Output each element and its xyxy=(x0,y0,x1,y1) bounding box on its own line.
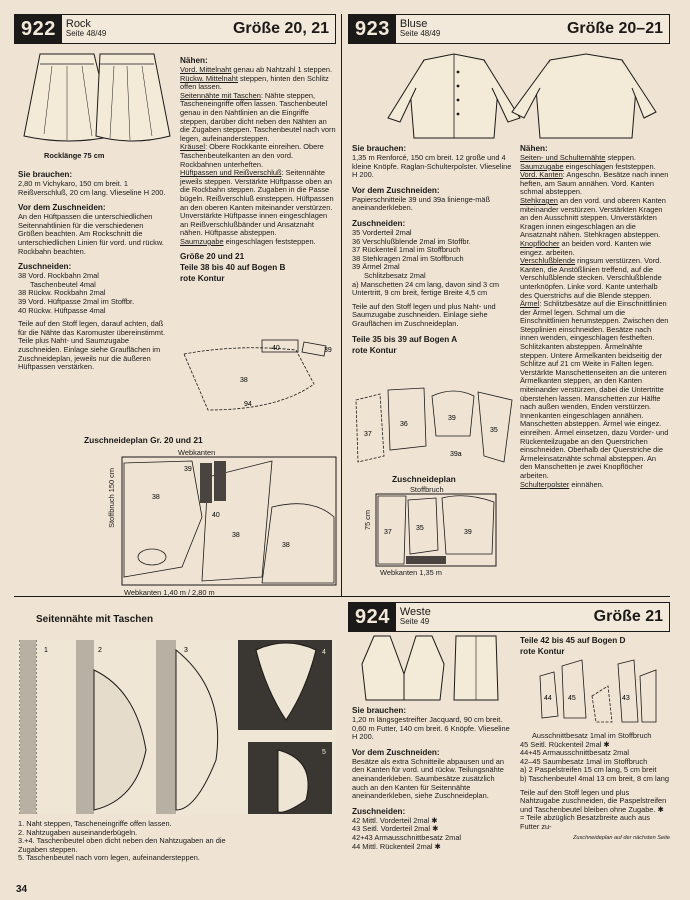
s923-left-text xyxy=(352,142,512,356)
cut-item: 38 Stehkragen 2mal im Stoffbruch xyxy=(352,253,464,263)
heading-before-cutting: Vor dem Zuschneiden: xyxy=(352,747,440,757)
svg-text:36: 36 xyxy=(400,421,408,428)
sew-step-text: genau ab Nahtzahl 1 steppen. xyxy=(231,65,333,74)
svg-text:43: 43 xyxy=(622,695,630,702)
sheet-heading: rote Kontur xyxy=(352,345,397,355)
sew-step: Ärmel: Schlitzbesätze auf die Einschnittlinien der Ärmel legen. Schmal um die Einschnittlinien herumsteppen. Zwischen den Stepplinien einschneiden. Besätze nach innen wenden, eingeschlagen festheften. Schlitzkanten absteppen. Ärmelnähte steppen. Untere Ärmelkanten beidseitig der Schlitze auf 21 cm Weite in Falten legen. Verstärkte Manschettenseiten an die unteren Ärmelkanten steppen, an den Kanten miteinander verstürzen, dabei die Untertritte überstehen lassen. Manschetten zur Hälfte nach außen wenden, Enden verstürzen. Innenkanten eingeschlagen annähen. Manschetten absteppen. Ärmel wie eingez. einreihen. Ärmel einsetzen, dazu Vorder- und Rückenteilzugabe an den Querstrichen einschneiden. Oberhalb der Querstriche die Ärmeleinsatznähte schmal absteppen. An den Manschetten je zwei Knopflöcher arbeiten. xyxy=(520,299,669,480)
model-number: 922 xyxy=(15,15,62,43)
model-number: 923 xyxy=(349,15,396,43)
skirt-illustration xyxy=(22,46,172,150)
heading-need: Sie brauchen: xyxy=(352,144,407,153)
cut-item: Taschenbeutel 4mal xyxy=(30,279,96,289)
svg-text:40: 40 xyxy=(212,512,220,519)
svg-text:38: 38 xyxy=(152,494,160,501)
heading-cutting: Zuschneiden: xyxy=(352,806,406,816)
cut-item: a) 2 Paspelstreifen 15 cm lang, 5 cm breit xyxy=(520,765,657,775)
model-name: Bluse xyxy=(399,18,428,30)
svg-text:35: 35 xyxy=(490,427,498,434)
s923-pattern-pieces xyxy=(354,386,514,468)
heading-cutting: Zuschneiden: xyxy=(18,262,72,272)
s923-cutting-plan xyxy=(376,494,496,568)
sew-step-text: : Nähte steppen, Tascheneingriffe offen lassen. Taschenbeutel genau in den Nahtlinien an die Eingriffe steppen, darüber dicht neben den Nähten an die Zugaben steppen. Taschenbeutel nach vorn legen, aufeinandersteppen. xyxy=(180,90,336,143)
fig-number: 5 xyxy=(322,749,326,756)
cutting-plan-title: Zuschneideplan Gr. 20 und 21 xyxy=(84,435,203,445)
cut-item: 44 Mittl. Rückenteil 2mal ✱ xyxy=(352,841,441,851)
cut-item: Ausschnittbesatz 1mal im Stoffbruch xyxy=(532,731,652,740)
sheet-heading: Teile 38 bis 40 auf Bogen B xyxy=(180,263,286,273)
model-size: Größe 21 xyxy=(593,608,663,625)
svg-text:39a: 39a xyxy=(450,451,462,458)
model-page: Seite 48/49 xyxy=(65,29,107,38)
sew-step-text: : Seitennähte jeweils steppen. Verstärkte Hüftpasse oben an die Rockbahn steppen. Zugaben in die Passe bügeln. Reißverschluß einsteppen. Hüftpassen an den oberen Kanten miteinander verstürzen. Unverstärkte Hüftpasse innen eingeschlagen an Reißverschlußbänder und Ansatznaht nähen. Hüftpasse absteppen. xyxy=(180,168,334,238)
sew-step-label: Kräusel xyxy=(180,142,206,152)
s924-left-text xyxy=(352,704,512,851)
sew-step-text: eingeschlagen feststeppen. xyxy=(223,236,316,246)
sheet-heading: Teile 42 bis 45 auf Bogen D xyxy=(520,636,626,645)
sew-step xyxy=(180,169,336,238)
s924-right-text xyxy=(520,634,670,657)
sew-step-text: : Obere Rockkante einreihen. Obere Taschenbeutelkanten an den vord. Rockbahnen unterheften. xyxy=(180,142,324,169)
svg-text:38: 38 xyxy=(282,542,290,549)
cut-item: a) Manschetten 24 cm lang, davon sind 3 cm Untertritt, 9 cm breit, fertige Breite 4,5 cm xyxy=(352,279,500,298)
header-924 xyxy=(348,602,670,632)
row-divider xyxy=(14,596,670,597)
cut-item: 43 Seitl. Vorderteil 2mal ✱ xyxy=(352,824,439,834)
svg-text:39: 39 xyxy=(184,466,192,473)
s924-cut-continued xyxy=(520,732,670,842)
after-cutting-text: Teile auf den Stoff legen und plus Naht- und Saumzugabe zuschneiden. Einlage siehe Grauflächen im Zuschneideplan. xyxy=(352,301,496,328)
pockets-title: Seitennähte mit Taschen xyxy=(36,614,154,625)
sew-step: Vord. Kanten: Angeschn. Besätze nach innen heften, am Saum annähen. Vord. Kanten schmal absteppen. xyxy=(520,170,669,197)
before-cutting-text: Papierschnitteile 39 und 39a linienge-mäß aneinanderkleben. xyxy=(352,194,491,213)
sew-step-label: Hüftpassen und Reißverschluß xyxy=(180,168,282,178)
before-cutting-text: Besätze als extra Schnitteile abpausen und an den Kanten für vord. und rückw. Teilungsnähte aneinanderkleben. Saumbesätze zusätzlich auch an den Kanten für Seitennähte aneinanderkleben, siehe Zuschneideplan. xyxy=(352,756,505,801)
cut-item: Schlitzbesatz 2mal xyxy=(364,270,426,280)
cutting-plan-title: Zuschneideplan xyxy=(392,474,456,484)
pocket-step: 5. Taschenbeutel nach vorn legen, aufeinandersteppen. xyxy=(18,853,200,863)
header-923 xyxy=(348,14,670,44)
model-page: Seite 48/49 xyxy=(399,29,441,38)
pocket-step: 1. Naht steppen, Tascheneingriffe offen lassen. xyxy=(18,819,172,828)
s922-sewing-text xyxy=(180,54,336,284)
heading-need: Sie brauchen: xyxy=(18,170,73,179)
cut-item: 38 Vord. Rockbahn 2mal xyxy=(18,271,99,281)
materials-text: 2,80 m Vichykaro, 150 cm breit. 1 Reißverschluß, 20 cm lang. Vlieseline H 200. xyxy=(18,179,166,197)
plan-edge-side: Stoffbruch 150 cm xyxy=(107,468,116,528)
cut-item: 38 Rückw. Rockbahn 2mal xyxy=(18,288,106,298)
s922-left-text xyxy=(18,168,168,372)
sew-step: Schulterpolster einnähen. xyxy=(520,479,604,489)
footnote: Zuschneideplan auf der nächsten Seite xyxy=(572,834,670,841)
sheet-heading: rote Kontur xyxy=(180,274,225,284)
plan-edge-bottom: Webkanten 1,35 m xyxy=(380,568,442,577)
heading-sewing: Nähen: xyxy=(180,56,208,65)
piece-label: 38 xyxy=(240,377,248,384)
plan-edge-top: Stoffbruch xyxy=(410,485,444,494)
plan-edge-bottom: Webkanten 1,40 m / 2,80 m xyxy=(124,588,215,597)
sew-step xyxy=(180,92,336,144)
sew-step-label: Seitennähte mit Taschen xyxy=(180,90,261,100)
heading-before-cutting: Vor dem Zuschneiden: xyxy=(352,185,440,195)
blouse-illustration xyxy=(380,48,656,140)
cut-item: 42+43 Armausschnittbesatz 2mal xyxy=(352,832,462,842)
svg-text:35: 35 xyxy=(416,525,424,532)
sew-step xyxy=(180,238,336,247)
svg-text:38: 38 xyxy=(232,532,240,539)
model-page: Seite 49 xyxy=(399,617,430,626)
before-cutting-text: An den Hüftpassen die unterschiedlichen Seitennahtlinien für die verschiedenen Größen beachten. Am Rockschnitt die unterschiedlichen Linien für vord. und rückw. Rockbahn beachten. xyxy=(18,212,164,256)
s924-pattern-pieces xyxy=(538,656,658,726)
model-number: 924 xyxy=(349,603,396,631)
plan-edge-side: 75 cm xyxy=(363,510,372,531)
piece-label: 40 xyxy=(272,345,280,352)
model-name: Rock xyxy=(65,18,91,30)
sheet-heading: rote Kontur xyxy=(520,647,565,656)
cut-item: 37 Rückenteil 1mal im Stoffbruch xyxy=(352,245,461,255)
model-name: Weste xyxy=(399,606,431,618)
fig-number: 3 xyxy=(184,647,188,654)
column-divider xyxy=(341,14,342,596)
svg-text:37: 37 xyxy=(364,431,372,438)
pockets-steps xyxy=(18,820,228,863)
after-cutting-text: Teile auf den Stoff legen, darauf achten, daß für die Nähte das Karomuster übereinstimmt. Teile plus Naht- und Saumzugabe zuschneiden. Einlage siehe Grauflächen im Zuschneideplan, jeweils nur die äußeren Hüftpassen verstärken. xyxy=(18,319,166,372)
pocket-step: 3.+4. Taschenbeutel oben dicht neben den Nahtzugaben an die Zugaben steppen. xyxy=(18,836,226,854)
cut-item: 45 Seitl. Rückenteil 2mal ✱ xyxy=(520,739,610,749)
page-number: 34 xyxy=(16,884,28,895)
s922-cutting-plan xyxy=(122,457,336,587)
cut-item: 42–45 Saumbesatz 1mal im Stoffbruch xyxy=(520,756,648,766)
svg-text:45: 45 xyxy=(568,695,576,702)
heading-before-cutting: Vor dem Zuschneiden: xyxy=(18,203,106,213)
cut-item: 44+45 Armausschnittbesatz 2mal xyxy=(520,748,630,758)
pockets-diagram xyxy=(16,630,336,814)
heading-need: Sie brauchen: xyxy=(352,706,407,715)
piece-label: 39 xyxy=(324,347,332,354)
svg-text:37: 37 xyxy=(384,529,392,536)
heading-sewing: Nähen: xyxy=(520,144,548,153)
model-size: Größe 20, 21 xyxy=(232,20,329,37)
cut-item: 40 Rückw. Hüftpasse 4mal xyxy=(18,305,106,315)
piece-label: 94 xyxy=(244,401,252,408)
fig-number: 1 xyxy=(44,647,48,654)
s923-sewing-text xyxy=(520,142,670,489)
cut-item: 42 Mittl. Vorderteil 2mal ✱ xyxy=(352,815,438,825)
sew-step-text: steppen, hinten den Schlitz offen lassen. xyxy=(180,73,329,92)
pocket-step: 2. Nahtzugaben auseinanderbügeln. xyxy=(18,827,138,837)
svg-text:44: 44 xyxy=(544,695,552,702)
sew-step: Stehkragen an den vord. und oberen Kanten miteinander verstürzen. Verstärkten Kragen an den Ausschnitt steppen. Unverstärkten Kragen innen eingeschlagen an die Ansatznaht nähen. Stehkragen absteppen. Knopflöcher an beiden vord. Kanten wie eingez. arbeiten. xyxy=(520,195,666,257)
skirt-length-caption: Rocklänge 75 cm xyxy=(44,151,105,160)
vest-illustration xyxy=(360,634,500,704)
materials-text: 1,20 m längsgestreifter Jacquard, 90 cm breit. 0,60 m Futter, 140 cm breit. 6 Knöpfe. Vlieseline H 200. xyxy=(352,715,510,742)
s922-pattern-pieces xyxy=(178,340,338,420)
materials-text: 1,35 m Renforcé, 150 cm breit. 12 große und 4 kleine Knöpfe. Raglan-Schulterpolster. Vlieseline H 200. xyxy=(352,153,512,180)
sew-step: Seiten- und Schulternähte steppen. Saumzugabe eingeschlagen feststeppen. xyxy=(520,153,656,171)
sew-step xyxy=(180,143,336,169)
cut-item: 39 Ärmel 2mal xyxy=(352,262,400,272)
model-size: Größe 20–21 xyxy=(566,20,663,37)
sew-step xyxy=(180,75,336,92)
svg-text:39: 39 xyxy=(464,529,472,536)
sew-step-label: Rückw. Mittelnaht xyxy=(180,73,238,83)
sew-step-label: Vord. Mittelnaht xyxy=(180,65,232,74)
sew-step: Verschlußblende ringsum verstürzen. Vord. Kanten, die Anstößlinien treffend, auf die Verschlußblende stecken. Verschlußblende unterknöpfen. Linke vord. Kante unterhalb des Querstrichs auf die Blende steppen. xyxy=(520,256,662,300)
sew-step-label: Saumzugabe xyxy=(180,236,224,246)
fig-number: 4 xyxy=(322,649,326,656)
sheet-heading: Größe 20 und 21 xyxy=(180,252,245,262)
cut-item: 35 Vorderteil 2mal xyxy=(352,227,412,237)
sheet-heading: Teile 35 bis 39 auf Bogen A xyxy=(352,334,458,344)
cut-item: 39 Vord. Hüftpasse 2mal im Stoffbr. xyxy=(18,296,135,306)
cut-item: 36 Verschlußblende 2mal im Stoffbr. xyxy=(352,236,471,246)
plan-edge-top: Webkanten xyxy=(178,448,216,457)
fig-number: 2 xyxy=(98,647,102,654)
after-cutting-text: Teile auf den Stoff legen und plus Nahtzugabe zuschneiden, die Paspelstreifen und Taschenbeutel bleiben ohne Zugabe. ✱ = Teile abzüglich Besatzbreite auch aus Futter zu- xyxy=(520,787,667,831)
header-922 xyxy=(14,14,336,44)
svg-text:39: 39 xyxy=(448,415,456,422)
cut-item: b) Taschenbeutel 4mal 13 cm breit, 8 cm lang xyxy=(520,773,669,783)
heading-cutting: Zuschneiden: xyxy=(352,218,406,228)
